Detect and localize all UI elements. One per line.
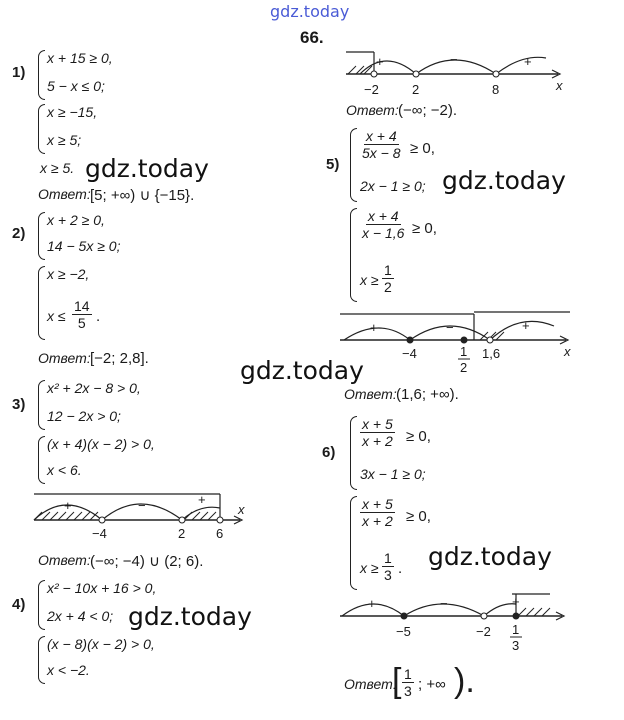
- p6-sys2-rel: ≥ 0,: [406, 508, 431, 525]
- p5-sys2-num: x + 4: [367, 208, 399, 224]
- p4-brace1: [38, 580, 45, 630]
- p4-sys2-line2: x < −2.: [47, 662, 90, 678]
- p3-sys1-line2: 12 − 2x > 0;: [47, 408, 121, 424]
- p1-sys1-line1: x + 15 ≥ 0,: [47, 50, 113, 66]
- p4-number-line: [346, 46, 576, 102]
- p3-brace2: [38, 436, 45, 484]
- p3-sys2-line1: (x + 4)(x − 2) > 0,: [47, 436, 155, 452]
- p5-sys2-rel: ≥ 0,: [412, 220, 437, 237]
- watermark-3: gdz.today: [128, 602, 252, 631]
- p4-label: 4): [12, 596, 26, 613]
- p2-sys1-line2: 14 − 5x ≥ 0;: [47, 238, 121, 254]
- p5-sign-2: −: [446, 320, 454, 335]
- p5-sys1-rel: ≥ 0,: [410, 140, 435, 157]
- p5-sign-1: +: [370, 320, 378, 335]
- p3-sys2-line2: x < 6.: [47, 462, 82, 478]
- p5-line2-num: 1: [384, 262, 392, 278]
- p6-sys2-den: x + 2: [362, 513, 393, 529]
- p4-tick-3: 8: [492, 82, 500, 97]
- p6-line2-den: 3: [384, 567, 392, 583]
- p5-sys1-num: x + 4: [365, 128, 397, 144]
- p6-brace1: [350, 416, 357, 490]
- p6-sign-1: +: [368, 596, 376, 611]
- p6-number-line: [340, 592, 580, 662]
- p1-brace1: [38, 50, 45, 100]
- p6-sign-3: +: [512, 594, 520, 609]
- p6-answer-fraction: [402, 666, 414, 699]
- p6-sign-2: −: [440, 596, 448, 611]
- p5-sys2-den: x − 1,6: [362, 225, 405, 241]
- p1-answer-label: Ответ:: [38, 186, 91, 202]
- p4-sys1-line2: 2x + 4 < 0;: [47, 608, 114, 624]
- p6-sys2-num: x + 5: [362, 496, 393, 512]
- p2-frac-den: 5: [77, 315, 86, 331]
- p1-brace2: [38, 104, 45, 154]
- p3-sign-2: −: [138, 498, 146, 513]
- p6-answer-tail: ; +∞: [418, 676, 446, 693]
- p5-line2-den: 2: [384, 279, 392, 295]
- p5-tick-2-den: 2: [460, 360, 468, 375]
- watermark-4: gdz.today: [442, 166, 566, 195]
- p6-tick-3-num: 1: [512, 622, 520, 637]
- p6-brace2: [350, 496, 357, 590]
- p1-sys1-line2: 5 − x ≤ 0;: [47, 78, 105, 94]
- p3-tick-3: 6: [216, 526, 224, 541]
- watermark-5: gdz.today: [428, 542, 552, 571]
- p6-sys2-line2-suffix: .: [398, 560, 403, 577]
- p6-answer-close: ).: [454, 662, 475, 700]
- p1-result-line: x ≥ 5.: [40, 160, 75, 176]
- p5-label: 5): [326, 156, 340, 173]
- p2-frac-num: 14: [74, 298, 90, 314]
- p4-sys2-line1: (x − 8)(x − 2) > 0,: [47, 636, 155, 652]
- p6-sys1-line2: 3x − 1 ≥ 0;: [360, 466, 426, 482]
- p2-sys2-fraction: [72, 298, 92, 331]
- p5-sign-3: +: [522, 318, 530, 333]
- problem-number: 66.: [300, 28, 324, 47]
- p5-axis-var: x: [564, 344, 571, 359]
- p6-sys2-line2-fraction: [382, 550, 394, 583]
- p3-axis-var: x: [238, 502, 245, 517]
- p2-sys2-line2-prefix: x ≤: [47, 308, 66, 324]
- p1-sys2-line2: x ≥ 5;: [47, 132, 82, 148]
- p6-sys1-rel: ≥ 0,: [406, 428, 431, 445]
- p3-answer: (−∞; −4) ∪ (2; 6).: [90, 553, 204, 570]
- p6-sys1-num: x + 5: [362, 416, 393, 432]
- p6-label: 6): [322, 444, 336, 461]
- p6-tick-1: −5: [396, 624, 411, 639]
- watermark-1: gdz.today: [85, 154, 209, 183]
- p4-brace2: [38, 636, 45, 684]
- p3-answer-label: Ответ:: [38, 552, 91, 568]
- p4-answer: (−∞; −2).: [398, 102, 458, 119]
- p4-tick-1: −2: [364, 82, 379, 97]
- p3-label: 3): [12, 396, 26, 413]
- p5-sys1-den: 5x − 8: [362, 145, 401, 161]
- p5-sys2-line2-prefix: x ≥: [360, 272, 379, 288]
- p5-sys2-fraction: [360, 208, 406, 241]
- p5-tick-3: 1,6: [482, 346, 501, 361]
- p3-tick-1: −4: [92, 526, 107, 541]
- p5-tick-1: −4: [402, 346, 417, 361]
- p4-tick-2: 2: [412, 82, 420, 97]
- p3-sys1-line1: x² + 2x − 8 > 0,: [47, 380, 141, 396]
- p5-brace2: [350, 208, 357, 302]
- p3-sign-1: +: [64, 498, 72, 513]
- p5-answer-label: Ответ:: [344, 386, 397, 402]
- p5-sys1-fraction: [360, 128, 403, 161]
- p6-answer-open-bracket: [: [392, 662, 402, 700]
- p5-tick-2-num: 1: [460, 344, 468, 359]
- p6-sys1-fraction: [360, 416, 395, 449]
- watermark-2: gdz.today: [240, 356, 364, 385]
- p1-label: 1): [12, 64, 26, 81]
- p3-brace1: [38, 380, 45, 430]
- p4-sign-1: +: [376, 54, 384, 69]
- p5-brace1: [350, 128, 357, 202]
- p3-tick-2: 2: [178, 526, 186, 541]
- p6-sys2-line2-prefix: x ≥: [360, 560, 379, 576]
- p5-answer: (1,6; +∞).: [396, 386, 459, 403]
- p4-sign-2: −: [450, 52, 458, 67]
- p2-sys2-suffix: .: [96, 308, 101, 325]
- p4-answer-label: Ответ:: [346, 102, 399, 118]
- watermark-top: gdz.today: [270, 2, 350, 21]
- p3-number-line: [30, 486, 260, 546]
- p1-sys2-line1: x ≥ −15,: [47, 104, 98, 120]
- p6-tick-2: −2: [476, 624, 491, 639]
- p2-sys1-line1: x + 2 ≥ 0,: [47, 212, 105, 228]
- p2-brace2: [38, 266, 45, 340]
- p6-answer-num: 1: [404, 666, 412, 682]
- p5-number-line: [340, 306, 580, 382]
- p6-sys2-fraction: [360, 496, 395, 529]
- p2-answer-label: Ответ:: [38, 350, 91, 366]
- p4-sign-3: +: [524, 54, 532, 69]
- p4-sys1-line1: x² − 10x + 16 > 0,: [47, 580, 157, 596]
- p2-brace1: [38, 212, 45, 260]
- p5-sys2-line2-fraction: [382, 262, 394, 295]
- p6-answer-den: 3: [404, 683, 412, 699]
- p4-axis-var: x: [556, 78, 563, 93]
- p6-answer-label: Ответ:: [344, 676, 397, 692]
- p6-line2-num: 1: [384, 550, 392, 566]
- p6-sys1-den: x + 2: [362, 433, 393, 449]
- p6-tick-3-den: 3: [512, 638, 520, 653]
- p3-sign-3: +: [198, 492, 206, 507]
- p5-sys1-line2: 2x − 1 ≥ 0;: [360, 178, 426, 194]
- p2-sys2-line1: x ≥ −2,: [47, 266, 90, 282]
- p1-answer: [5; +∞) ∪ {−15}.: [90, 187, 195, 204]
- p2-label: 2): [12, 225, 26, 242]
- p2-answer: [−2; 2,8].: [90, 350, 149, 367]
